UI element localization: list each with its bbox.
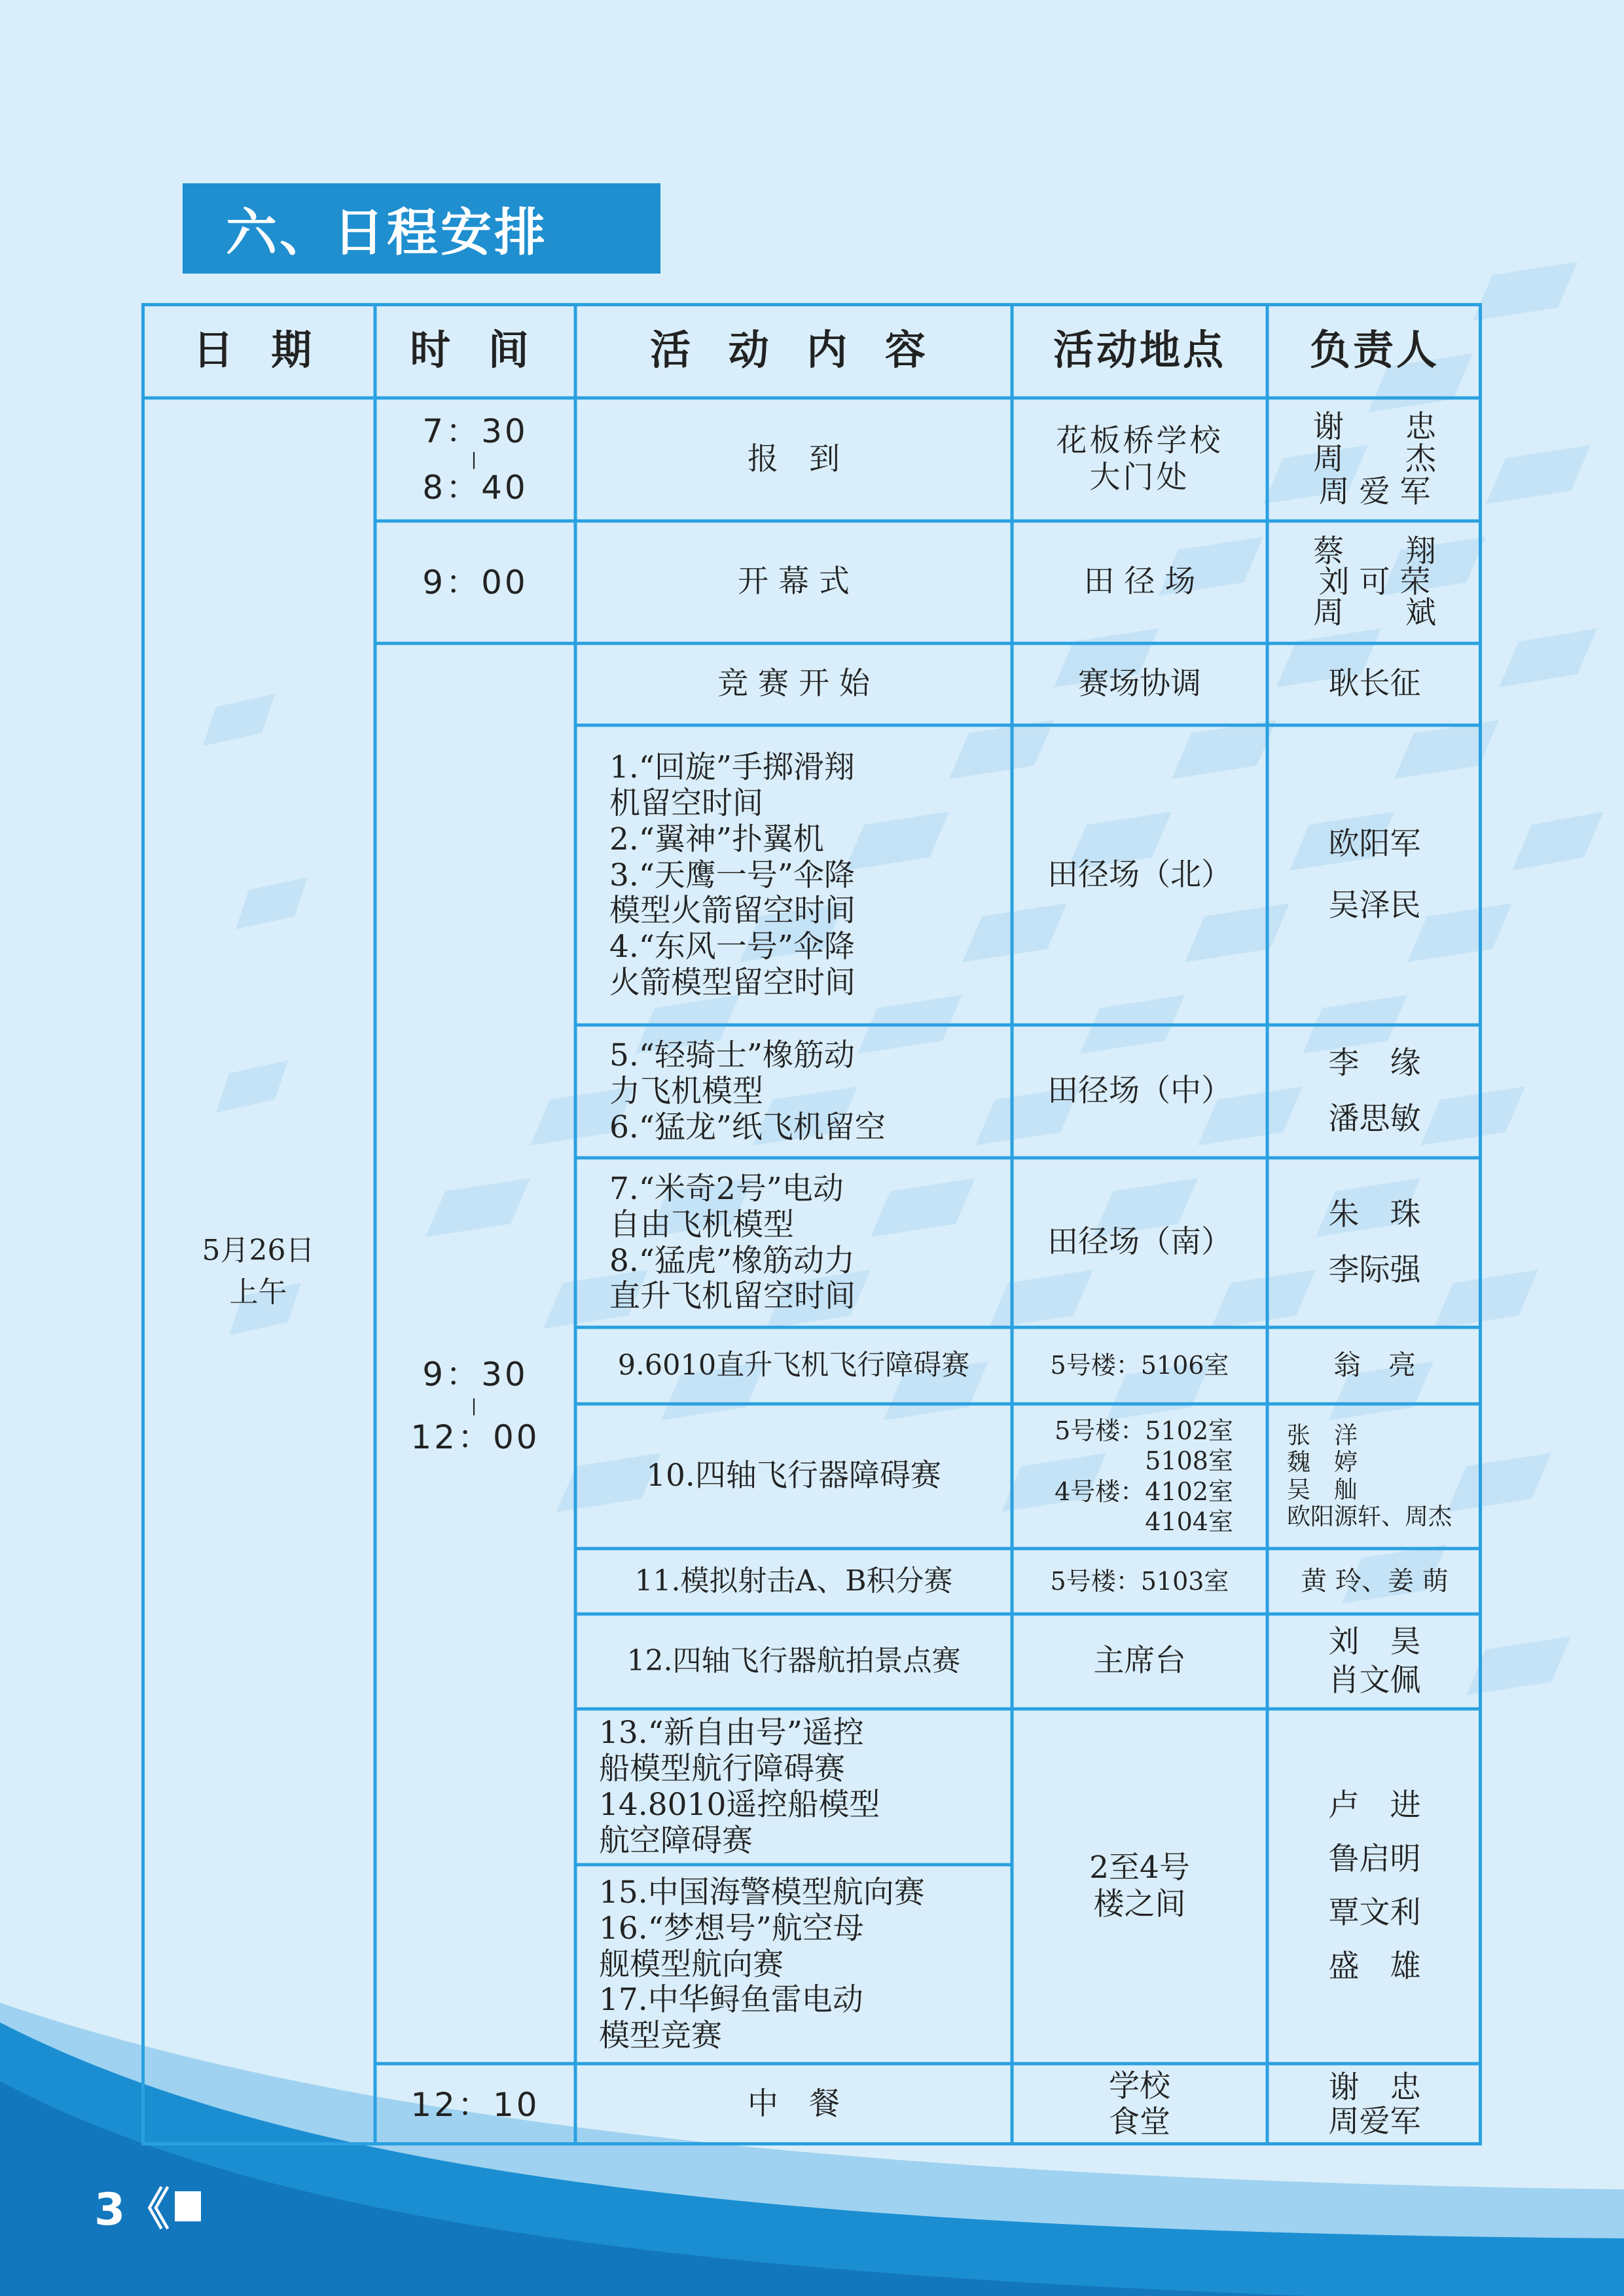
location-event-11: 5号楼：5103室 — [1050, 1566, 1229, 1596]
activity-lunch: 中 餐 — [748, 2086, 840, 2123]
header-activity: 活 动 内 容 — [650, 326, 937, 374]
location-boat-events: 2至4号 楼之间 — [1089, 1849, 1190, 1922]
activity-events-1-4: 1.“回旋”手掷滑翔 机留空时间 2.“翼神”扑翼机 3.“天鹰一号”伞降 模型火箭留空时间 4.“东风一号”伞降 火箭模型留空时间 — [609, 749, 856, 1001]
activity-event-9: 9.6010直升飞机飞行障碍赛 — [617, 1348, 970, 1382]
location-event-12: 主席台 — [1093, 1643, 1186, 1679]
location-events-5-6: 田径场（中） — [1047, 1073, 1232, 1109]
schedule-table — [141, 303, 1482, 2145]
person-events-1-4: 欧阳军 吴泽民 — [1328, 826, 1421, 924]
activity-events-7-8: 7.“米奇2号”电动 自由飞机模型 8.“猛虎”橡筋动力 直升飞机留空时间 — [609, 1170, 856, 1315]
location-lunch: 学校 食堂 — [1109, 2068, 1170, 2140]
person-event-10: 张 洋 魏 婷 吴 舢 欧阳源轩、周杰 — [1287, 1422, 1453, 1530]
person-events-7-8: 朱 珠 李际强 — [1328, 1196, 1421, 1288]
date-period: 上午 — [229, 1276, 287, 1309]
activity-competition-start: 竞 赛 开 始 — [717, 666, 870, 702]
location-competition-start: 赛场协调 — [1078, 666, 1201, 702]
time-cell-lunch: 12：10 — [410, 2085, 540, 2124]
activity-event-11: 11.模拟射击A、B积分赛 — [634, 1564, 953, 1598]
time-cell-checkin: 7：30 | 8：40 — [422, 412, 528, 507]
location-checkin: 花板桥学校 大门处 — [1056, 422, 1223, 495]
activity-event-10: 10.四轴飞行器障碍赛 — [646, 1458, 941, 1494]
person-lunch: 谢 忠 周爱军 — [1328, 2069, 1421, 2140]
activity-events-13-14: 13.“新自由号”遥控 船模型航行障碍赛 14.8010遥控船模型 航空障碍赛 — [599, 1715, 880, 1859]
person-events-5-6: 李 缘 潘思敏 — [1328, 1045, 1421, 1137]
date-cell — [141, 398, 375, 2145]
location-events-1-4: 田径场（北） — [1047, 856, 1232, 893]
person-checkin: 谢 忠 周 杰 周 爱 军 — [1313, 408, 1436, 510]
person-event-9: 翁 亮 — [1333, 1349, 1416, 1382]
location-event-10: 5号楼：5102室 5108室 4号楼：4102室 4104室 — [1055, 1416, 1233, 1536]
date-day: 5月26日 — [202, 1234, 315, 1268]
location-events-7-8: 田径场（南） — [1047, 1224, 1232, 1261]
person-event-11: 黄 玲、姜 萌 — [1301, 1566, 1449, 1596]
activity-opening: 开 幕 式 — [738, 564, 850, 600]
person-competition-start: 耿长征 — [1328, 666, 1421, 702]
person-opening: 蔡 翔 刘 可 荣 周 斌 — [1313, 533, 1436, 631]
header-person: 负责人 — [1309, 326, 1439, 374]
location-opening: 田 径 场 — [1083, 564, 1196, 600]
page-number: 3《 — [94, 2174, 201, 2238]
activity-checkin: 报 到 — [748, 440, 840, 477]
person-boat-events: 卢 进 鲁启明 覃文利 盛 雄 — [1328, 1787, 1421, 1985]
header-location: 活动地点 — [1053, 326, 1226, 374]
time-cell-opening: 9：00 — [422, 563, 528, 601]
page-title: 六、日程安排 — [183, 183, 660, 274]
square-icon — [175, 2191, 201, 2221]
location-event-9: 5号楼：5106室 — [1050, 1351, 1229, 1380]
activity-events-5-6: 5.“轻骑士”橡筋动 力飞机模型 6.“猛龙”纸飞机留空 — [609, 1037, 886, 1145]
activity-events-15-17: 15.中国海警模型航向赛 16.“梦想号”航空母 舰模型航向赛 17.中华鲟鱼雷电动 模型竞赛 — [599, 1874, 925, 2054]
header-time: 时 间 — [410, 326, 541, 374]
person-event-12: 刘 昊 肖文佩 — [1328, 1623, 1421, 1698]
header-date: 日 期 — [192, 326, 324, 374]
time-cell-competition: 9：30 | 12：00 — [410, 1355, 540, 1456]
activity-event-12: 12.四轴飞行器航拍景点赛 — [626, 1644, 961, 1678]
